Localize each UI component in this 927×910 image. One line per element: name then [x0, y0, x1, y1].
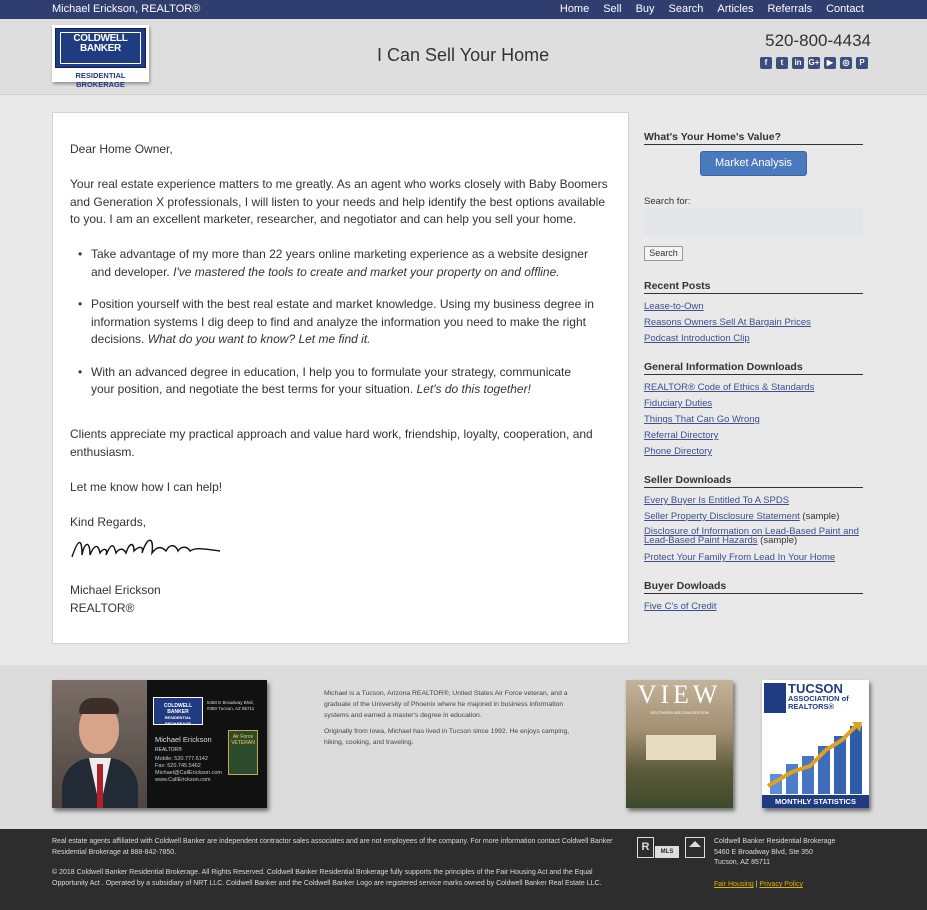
coldwell-banker-logo[interactable] [52, 25, 149, 89]
recent-post-link[interactable]: Podcast Introduction Clip [644, 333, 750, 344]
top-nav-bar [0, 0, 927, 19]
business-card-image [52, 680, 267, 808]
card-contact-line: Mobile: 520.777.6142 [155, 756, 208, 762]
bullet-emphasis: What do you want to know? Let me find it. [147, 332, 371, 346]
address-line: Tucson, AZ 85711 [714, 859, 771, 866]
logo-line-2: BANKER [80, 43, 121, 54]
footer-badges [637, 837, 705, 858]
general-download-link[interactable]: Referral Directory [644, 430, 719, 441]
seller-download-link[interactable]: Seller Property Disclosure Statement [644, 511, 800, 522]
site-brand[interactable]: Michael Erickson, REALTOR® [52, 3, 201, 15]
bullet-text: Position yourself with the best real estate and market knowledge. Using my business degree in information systems I dig deep to find and analyze the information you need to make the right decisions. [91, 297, 594, 346]
search-input[interactable] [644, 209, 863, 235]
seller-download-item [644, 527, 859, 545]
letter-intro: Your real estate experience matters to me greatly. As an agent who works closely with Baby Boomers and Generation X professionals, I will listen to your needs and help identify the best options available to you. I am an excellent marketer, researcher, and negotiator and can help you sell your home. [70, 177, 608, 226]
mls-icon: MLS [655, 846, 679, 858]
home-value-heading: What's Your Home's Value? [644, 131, 863, 145]
realtor-icon: R [637, 837, 654, 858]
letter-signer-title: REALTOR® [70, 601, 135, 615]
list-item [91, 296, 596, 349]
nav-search[interactable]: Search [668, 3, 704, 15]
view-building-image [646, 735, 716, 760]
general-download-link[interactable]: Things That Can Go Wrong [644, 414, 760, 425]
nav-referrals[interactable]: Referrals [767, 3, 813, 15]
bio-section [0, 665, 927, 829]
card-contact-line: Michael@CallErickson.com [155, 770, 223, 776]
letter-panel [52, 112, 629, 644]
search-button[interactable]: Search [644, 246, 683, 261]
benefits-list [91, 246, 596, 399]
seller-download-item [644, 511, 839, 522]
seller-download-item [644, 495, 789, 506]
general-download-link[interactable]: Fiduciary Duties [644, 398, 713, 409]
search-label: Search for: [644, 196, 691, 207]
pinterest-icon[interactable]: P [856, 57, 868, 69]
view-magazine-cover[interactable] [626, 680, 733, 808]
recent-posts-heading: Recent Posts [644, 280, 863, 294]
nav-articles[interactable]: Articles [717, 3, 754, 15]
general-download-link[interactable]: Phone Directory [644, 446, 713, 457]
list-item [91, 364, 596, 399]
footer-disclaimer: Real estate agents affiliated with Coldwell Banker are independent contractor sales associates and are not employees of the company. For more information contact Coldwell Banker Residential Brokerage at 888-842-7850. [52, 838, 613, 856]
bio-paragraph: Originally from Iowa, Michael has lived in Tucson since 1992. He enjoys camping, hiking, cooking, and traveling. [324, 728, 570, 746]
card-name-text: Michael Erickson [155, 735, 212, 744]
nav-contact[interactable]: Contact [826, 3, 864, 15]
twitter-icon[interactable]: t [776, 57, 788, 69]
photo-tie [97, 764, 103, 808]
bullet-text: With an advanced degree in education, I help you to formulate your strategy, communicate your position, and negotiate the best terms for your situation. [91, 364, 572, 396]
letter-greeting: Dear Home Owner, [70, 142, 173, 156]
sample-note: (sample) [757, 535, 798, 546]
bullet-emphasis: Let's do this together! [416, 382, 531, 396]
statistics-graphic [766, 720, 866, 794]
general-download-link[interactable]: REALTOR® Code of Ethics & Standards [644, 382, 815, 393]
social-links [756, 57, 868, 69]
card-logo-sub: RESIDENTIAL BROKERAGE [164, 715, 192, 726]
fair-housing-link[interactable]: Fair Housing [714, 881, 754, 888]
tar-title: TUCSON [788, 681, 843, 696]
main-nav [546, 3, 864, 15]
facebook-icon[interactable]: f [760, 57, 772, 69]
view-title: VIEW [637, 680, 722, 709]
card-contact-line: Fax: 520.745.5462 [155, 763, 201, 769]
footer-links [714, 880, 803, 891]
letter-clients: Clients appreciate my practical approach and value hard work, friendship, loyalty, cooperation, and enthusiasm. [70, 427, 593, 459]
card-name [155, 735, 212, 753]
seller-download-link[interactable]: Protect Your Family From Lead In Your Home [644, 552, 836, 563]
list-item [91, 246, 596, 281]
seller-download-link[interactable]: Every Buyer Is Entitled To A SPDS [644, 495, 790, 506]
nav-home[interactable]: Home [559, 3, 590, 15]
card-title-text: REALTOR® [155, 747, 182, 753]
card-logo [153, 697, 203, 725]
seller-download-link[interactable]: Disclosure of Information on Lead-Based Paint and [644, 526, 859, 537]
instagram-icon[interactable]: ◎ [840, 57, 852, 69]
privacy-policy-link[interactable]: Privacy Policy [759, 881, 803, 888]
buyer-download-link[interactable]: Five C's of Credit [644, 601, 717, 612]
equal-housing-icon [685, 837, 705, 858]
page-tagline: I Can Sell Your Home [377, 45, 550, 65]
card-contact [155, 756, 222, 784]
footer-copyright: © 2018 Coldwell Banker Residential Brokerage. All Rights Reserved. Coldwell Banker Residential Brokerage fully supports the principles of the Fair Housing Act and the Equal Opportunity Act . Operated by a subsidiary of NRT LLC. Coldwell Banker and the Coldwell Banker Logo are registered service marks owned by Coldwell Banker Real Estate LLC. [52, 869, 602, 887]
logo-line-1: COLDWELL [73, 33, 128, 44]
site-header [0, 19, 927, 95]
tar-footer-label: MONTHLY STATISTICS [762, 795, 869, 808]
card-logo-text: COLDWELL BANKER [163, 703, 193, 715]
nav-buy[interactable]: Buy [635, 3, 655, 15]
seller-download-link[interactable]: Lead-Based Paint Hazards [644, 535, 758, 546]
card-contact-line: www.CallErickson.com [155, 777, 211, 783]
tar-emblem-icon [764, 683, 786, 713]
phone-number[interactable]: 520-800-4434 [765, 31, 871, 50]
buyer-downloads-heading: Buyer Dowloads [644, 580, 863, 594]
link-separator: | [753, 881, 760, 888]
letter-help: Let me know how I can help! [70, 480, 223, 494]
site-footer [0, 829, 927, 910]
market-analysis-button[interactable]: Market Analysis [700, 151, 807, 176]
view-subtitle: SOUTHERN ARIZONA EDITION [650, 710, 709, 715]
tar-subtitle: ASSOCIATION of REALTORS® [788, 694, 849, 711]
linkedin-icon[interactable]: in [792, 57, 804, 69]
veteran-badge-icon: Air Force VETERAN [228, 730, 258, 775]
bio-paragraph: Michael is a Tucson, Arizona REALTOR®, United States Air Force veteran, and a graduate of the University of Phoenix where he majored in business information systems and earned a master's degree in education. [324, 690, 568, 719]
seller-downloads-heading: Seller Downloads [644, 474, 863, 488]
google-plus-icon[interactable]: G+ [808, 58, 820, 67]
youtube-icon[interactable]: ▶ [824, 57, 836, 69]
address-line: Coldwell Banker Residential Brokerage [714, 838, 836, 845]
recent-post-link[interactable]: Lease-to-Own [644, 301, 704, 312]
logo-subtitle: RESIDENTIAL BROKERAGE [75, 71, 126, 89]
signature-image [70, 531, 230, 565]
card-address: 5460 E Broadway Blvd, #350 Tucson, AZ 85711 [207, 700, 255, 711]
logo-text [56, 34, 145, 54]
nav-sell[interactable]: Sell [603, 3, 622, 15]
bio-text [324, 688, 586, 753]
tucson-association-statistics-image[interactable] [762, 680, 869, 808]
address-line: 5460 E Broadway Blvd, Ste 350 [714, 848, 813, 856]
bullet-text: Take advantage of my more than 22 years online marketing experience as a website designer and developer. [91, 247, 588, 279]
letter-closing: Kind Regards, [70, 515, 147, 529]
sample-note: (sample) [799, 511, 840, 522]
bullet-emphasis: I've mastered the tools to create and market your property on and offline. [173, 264, 560, 279]
letter-signer-name: Michael Erickson [70, 583, 161, 597]
recent-post-link[interactable]: Reasons Owners Sell At Bargain Prices [644, 317, 811, 328]
logo-blue-panel [55, 28, 146, 68]
photo-hair [79, 698, 119, 714]
agent-photo [52, 680, 147, 808]
general-downloads-heading: General Information Downloads [644, 361, 863, 375]
seller-download-item [644, 552, 835, 563]
footer-address [714, 837, 914, 869]
